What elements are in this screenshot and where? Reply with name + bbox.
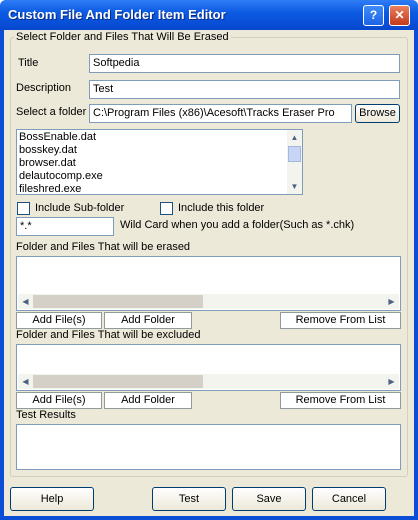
title-label: Title <box>18 57 39 69</box>
cancel-button[interactable]: Cancel <box>312 487 386 511</box>
include-this-folder-checkbox[interactable] <box>160 202 173 215</box>
excluded-label: Folder and Files That will be excluded <box>16 329 201 341</box>
test-button[interactable]: Test <box>152 487 226 511</box>
window-title: Custom File And Folder Item Editor <box>8 7 226 22</box>
excluded-add-folder-button[interactable]: Add Folder <box>104 392 192 409</box>
scroll-right-icon[interactable]: ▶ <box>388 377 395 386</box>
scroll-thumb[interactable] <box>33 375 203 388</box>
help-button[interactable]: Help <box>10 487 94 511</box>
erased-hscrollbar[interactable] <box>18 294 399 309</box>
dialog-body <box>4 30 414 516</box>
description-field[interactable]: Test <box>89 80 400 99</box>
description-label: Description <box>16 82 72 94</box>
folder-path-field[interactable]: C:\Program Files (x86)\Acesoft\Tracks Eraser Pro <box>89 104 352 123</box>
scroll-thumb[interactable] <box>33 295 203 308</box>
file-list-scrollbar[interactable] <box>287 130 302 194</box>
file-listbox[interactable] <box>16 129 303 195</box>
list-item[interactable]: BossEnable.dat <box>19 131 97 143</box>
browse-button[interactable]: Browse <box>355 104 400 123</box>
help-icon[interactable]: ? <box>363 5 384 26</box>
folder-label: Select a folder <box>16 106 87 118</box>
scroll-left-icon[interactable]: ◀ <box>22 297 29 306</box>
excluded-listbox[interactable] <box>16 344 401 391</box>
main-group-label: Select Folder and Files That Will Be Erased <box>16 31 229 43</box>
title-bar[interactable] <box>0 0 418 30</box>
list-item[interactable]: delautocomp.exe <box>19 170 103 182</box>
erased-add-files-button[interactable]: Add File(s) <box>16 312 102 329</box>
excluded-remove-button[interactable]: Remove From List <box>280 392 401 409</box>
include-subfolder-checkbox[interactable] <box>17 202 30 215</box>
erased-label: Folder and Files That will be erased <box>16 241 191 253</box>
erased-add-folder-button[interactable]: Add Folder <box>104 312 192 329</box>
wildcard-field[interactable]: *.* <box>16 217 114 236</box>
title-field[interactable]: Softpedia <box>89 54 400 73</box>
erased-remove-button[interactable]: Remove From List <box>280 312 401 329</box>
close-icon[interactable]: ✕ <box>389 5 410 26</box>
erased-listbox[interactable] <box>16 256 401 311</box>
scroll-right-icon[interactable]: ▶ <box>388 297 395 306</box>
list-item[interactable]: bosskey.dat <box>19 144 77 156</box>
excluded-add-files-button[interactable]: Add File(s) <box>16 392 102 409</box>
list-item[interactable]: browser.dat <box>19 157 76 169</box>
test-results-box[interactable] <box>16 424 401 470</box>
test-results-label: Test Results <box>16 409 76 421</box>
scroll-thumb[interactable] <box>288 146 301 162</box>
scroll-up-icon[interactable]: ▲ <box>290 133 299 142</box>
list-item[interactable]: fileshred.exe <box>19 183 82 195</box>
scroll-left-icon[interactable]: ◀ <box>22 377 29 386</box>
wildcard-label: Wild Card when you add a folder(Such as *.chk) <box>120 219 355 231</box>
scroll-down-icon[interactable]: ▼ <box>290 182 299 191</box>
excluded-hscrollbar[interactable] <box>18 374 399 389</box>
save-button[interactable]: Save <box>232 487 306 511</box>
include-subfolder-label: Include Sub-folder <box>35 202 125 214</box>
include-this-folder-label: Include this folder <box>178 202 265 214</box>
